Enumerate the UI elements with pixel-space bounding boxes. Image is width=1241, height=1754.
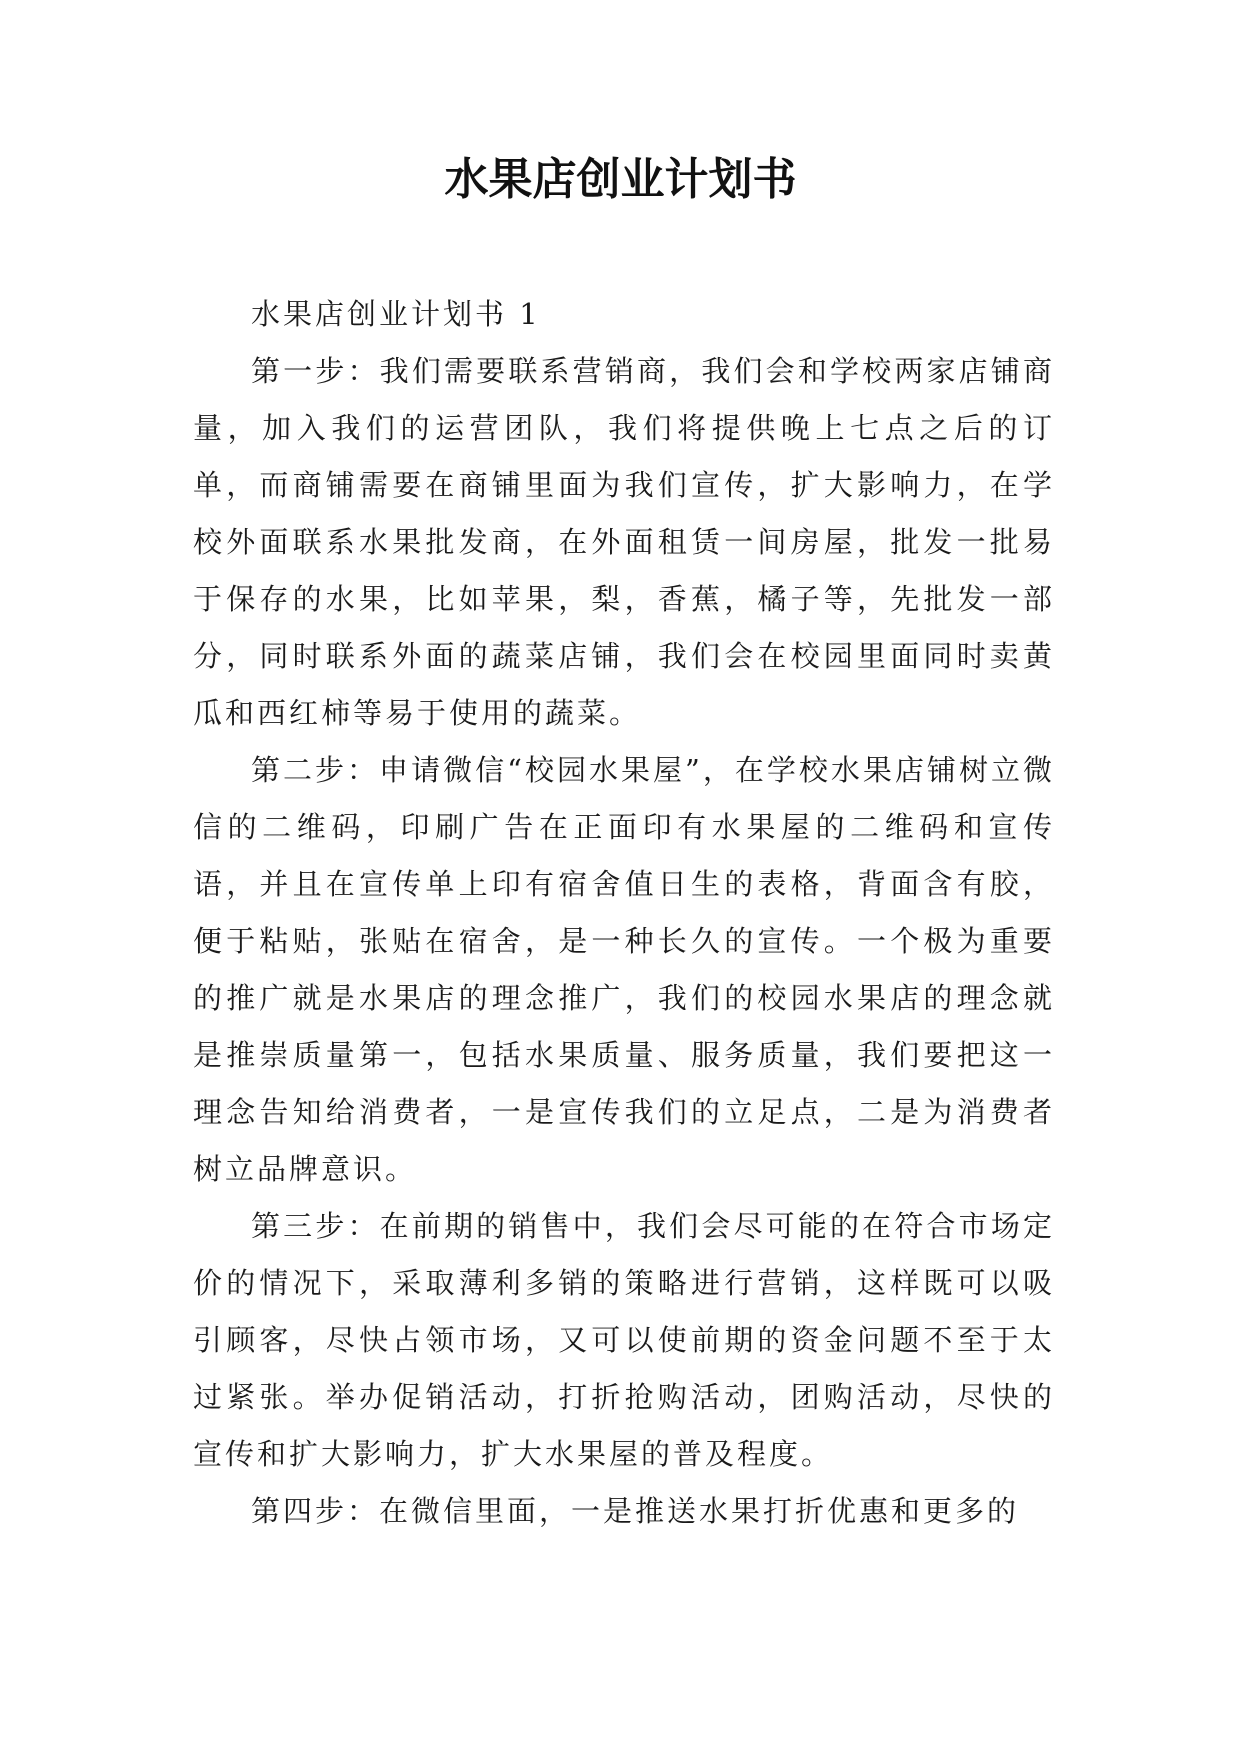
paragraph-step-4: 第四步：在微信里面，一是推送水果打折优惠和更多的 [251, 1494, 1020, 1528]
paragraph-step-1: 第一步：我们需要联系营销商，我们会和学校两家店铺商量，加入我们的运营团队，我们将提供晚上七点之后的订单，而商铺需要在商铺里面为我们宣传，扩大影响力，在学校外面联系水果批发商，在外面租赁一间房屋，批发一批易于保存的水果，比如苹果，梨，香蕉，橘子等，先批发一部分，同时联系外面的蔬菜店铺，我们会在校园里面同时卖黄瓜和西红柿等易于使用的蔬菜。 [193, 354, 1055, 730]
paragraph-step-2: 第二步：申请微信“校园水果屋”，在学校水果店铺树立微信的二维码，印刷广告在正面印有水果屋的二维码和宣传语，并且在宣传单上印有宿舍值日生的表格，背面含有胶，便于粘贴，张贴在宿舍，是一种长久的宣传。一个极为重要的推广就是水果店的理念推广，我们的校园水果店的理念就是推崇质量第一，包括水果质量、服务质量，我们要把这一理念告知给消费者，一是宣传我们的立足点，二是为消费者树立品牌意识。 [193, 753, 1055, 1186]
paragraph-step-3: 第三步：在前期的销售中，我们会尽可能的在符合市场定价的情况下，采取薄利多销的策略进行营销，这样既可以吸引顾客，尽快占领市场，又可以使前期的资金问题不至于太过紧张。举办促销活动，打折抢购活动，团购活动，尽快的宣传和扩大影响力，扩大水果屋的普及程度。 [193, 1209, 1055, 1471]
section-heading: 水果店创业计划书 1 [251, 297, 541, 331]
document-title: 水果店创业计划书 [444, 154, 797, 205]
document-body [193, 286, 1055, 1540]
